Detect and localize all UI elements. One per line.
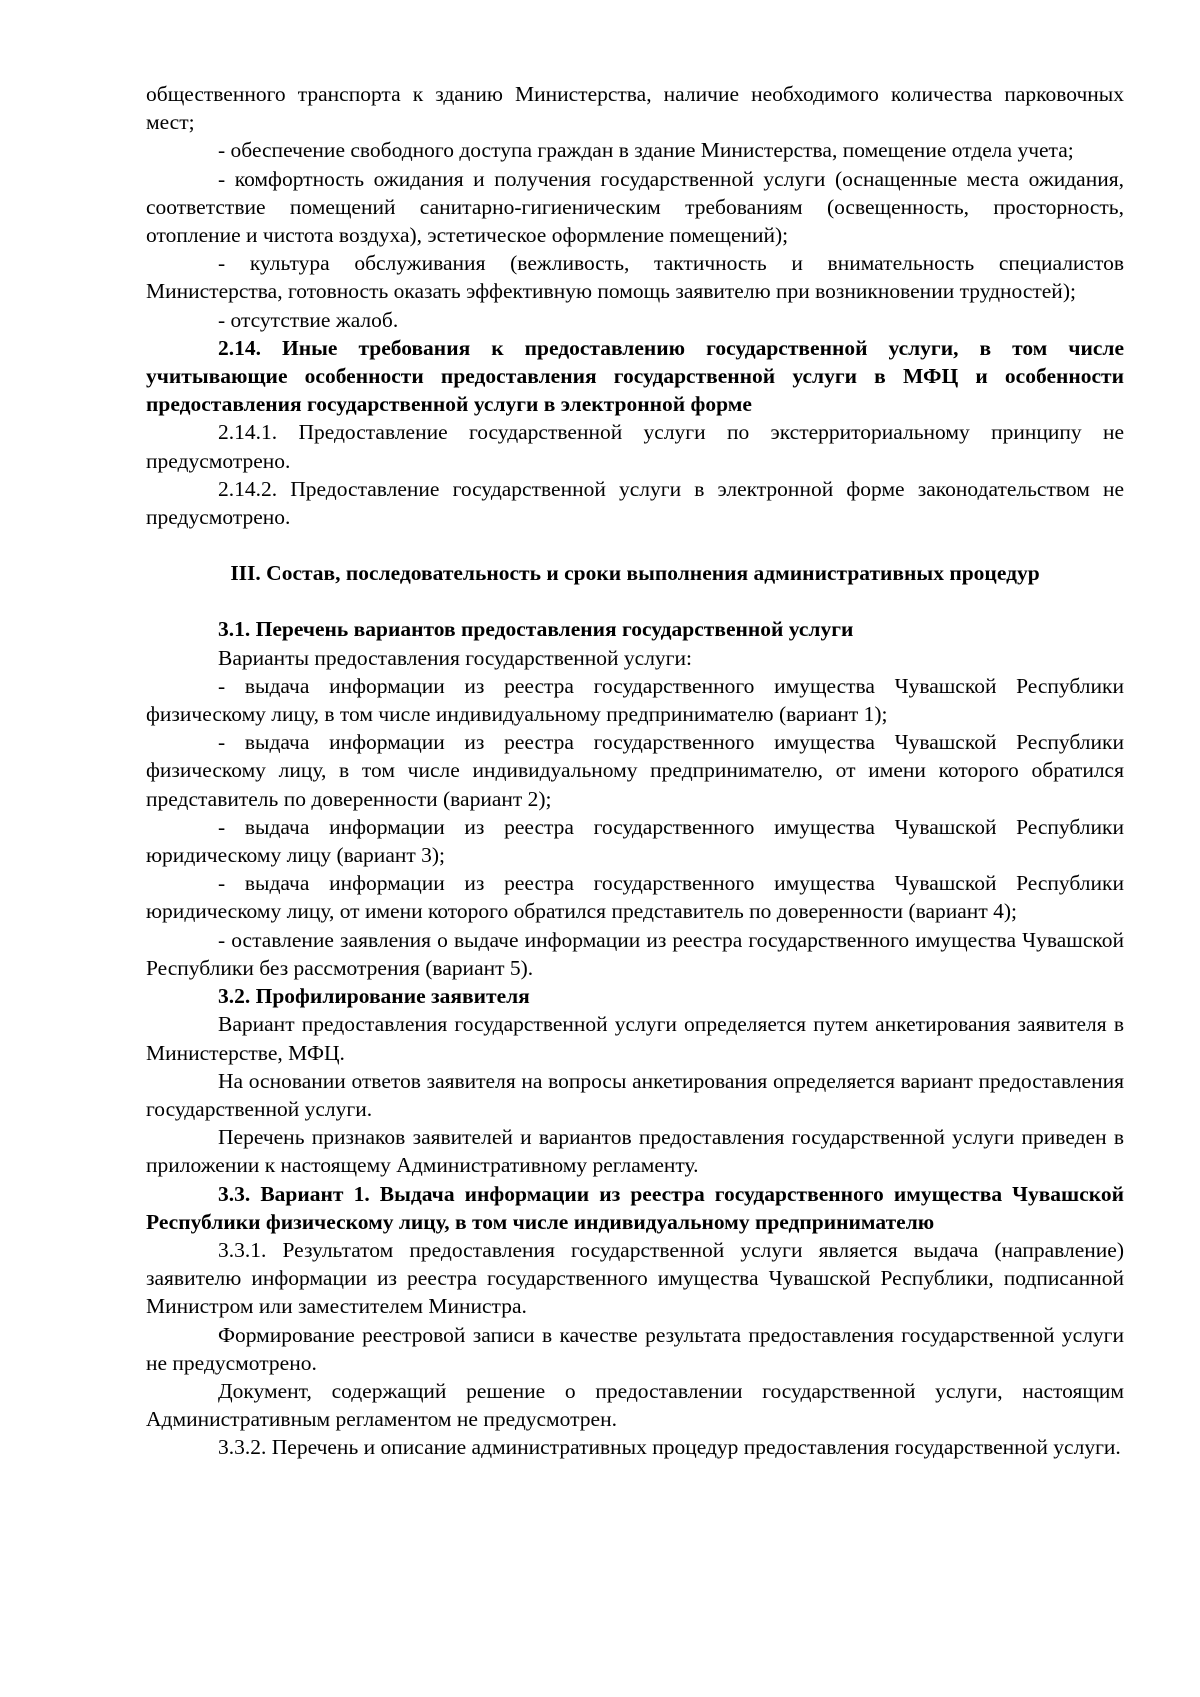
paragraph-2-14-1: 2.14.1. Предоставление государственной услуги по экстерриториальному принципу не предусмотрено. — [146, 420, 1124, 473]
section-heading-2-14: 2.14. Иные требования к предоставлению государственной услуги, в том числе учитывающие особенности предоставления государственной услуги в МФЦ и особенности предоставления государственной услуги в электронной форме — [146, 335, 1124, 417]
paragraph-variants-intro: Варианты предоставления государственной услуги: — [218, 645, 692, 670]
list-item-variant-5: - оставление заявления о выдаче информации из реестра государственного имущества Чувашской Республики без рассмотрения (вариант 5). — [146, 927, 1124, 980]
paragraph-profiling: Вариант предоставления государственной услуги определяется путем анкетирования заявителя в Министерстве, МФЦ. — [146, 1012, 1124, 1065]
paragraph-3-3-2: 3.3.2. Перечень и описание административных процедур предоставления государственной услуги. — [218, 1435, 1121, 1460]
section-heading-3-3: 3.3. Вариант 1. Выдача информации из реестра государственного имущества Чувашской Республики физическому лицу, в том числе индивидуальному предпринимателю — [146, 1181, 1124, 1234]
paragraph-comfort: - комфортность ожидания и получения государственной услуги (оснащенные места ожидания, соответствие помещений санитарно-гигиеническим требованиям (освещенность, просторность, отопление и чистота воздуха), эстетическое оформление помещений); — [146, 166, 1124, 248]
paragraph-survey-answers: На основании ответов заявителя на вопросы анкетирования определяется вариант предоставления государственной услуги. — [146, 1068, 1124, 1121]
document-page — [146, 80, 1124, 1462]
paragraph-no-complaints: - отсутствие жалоб. — [218, 307, 399, 332]
paragraph-free-access: - обеспечение свободного доступа граждан в здание Министерства, помещение отдела учета; — [218, 138, 1074, 163]
paragraph-service-culture: - культура обслуживания (вежливость, тактичность и внимательность специалистов Министерства, готовность оказать эффективную помощь заявителю при возникновении трудностей); — [146, 251, 1124, 304]
paragraph-decision-document: Документ, содержащий решение о предоставлении государственной услуги, настоящим Административным регламентом не предусмотрен. — [146, 1378, 1124, 1432]
list-item-variant-4: - выдача информации из реестра государственного имущества Чувашской Республики юридическому лицу, от имени которого обратился представитель по доверенности (вариант 4); — [146, 871, 1124, 924]
paragraph-appendix-reference: Перечень признаков заявителей и вариантов предоставления государственной услуги приведен в приложении к настоящему Административному регламенту. — [146, 1125, 1124, 1178]
paragraph-2-14-2: 2.14.2. Предоставление государственной услуги в электронной форме законодательством не предусмотрено. — [146, 476, 1124, 530]
paragraph-transport: общественного транспорта к зданию Министерства, наличие необходимого количества парковочных мест; — [146, 82, 1124, 135]
section-heading-3-2: 3.2. Профилирование заявителя — [218, 984, 530, 1009]
list-item-variant-3: - выдача информации из реестра государственного имущества Чувашской Республики юридическому лицу (вариант 3); — [146, 814, 1124, 868]
paragraph-registry-record: Формирование реестровой записи в качестве результата предоставления государственной услуги не предусмотрено. — [146, 1322, 1124, 1375]
section-heading-3-1: 3.1. Перечень вариантов предоставления государственной услуги — [218, 617, 854, 642]
list-item-variant-1: - выдача информации из реестра государственного имущества Чувашской Республики физическому лицу, в том числе индивидуальному предпринимателю (вариант 1); — [146, 673, 1124, 727]
chapter-heading-iii: III. Состав, последовательность и сроки выполнения административных процедур — [230, 561, 1040, 586]
list-item-variant-2: - выдача информации из реестра государственного имущества Чувашской Республики физическому лицу, в том числе индивидуальному предпринимателю, от имени которого обратился представитель по доверенности (вариант 2); — [146, 730, 1124, 811]
paragraph-3-3-1: 3.3.1. Результатом предоставления государственной услуги является выдача (направление) заявителю информации из реестра государственного имущества Чувашской Республики, подписанной Министром или заместителем Министра. — [146, 1237, 1124, 1319]
